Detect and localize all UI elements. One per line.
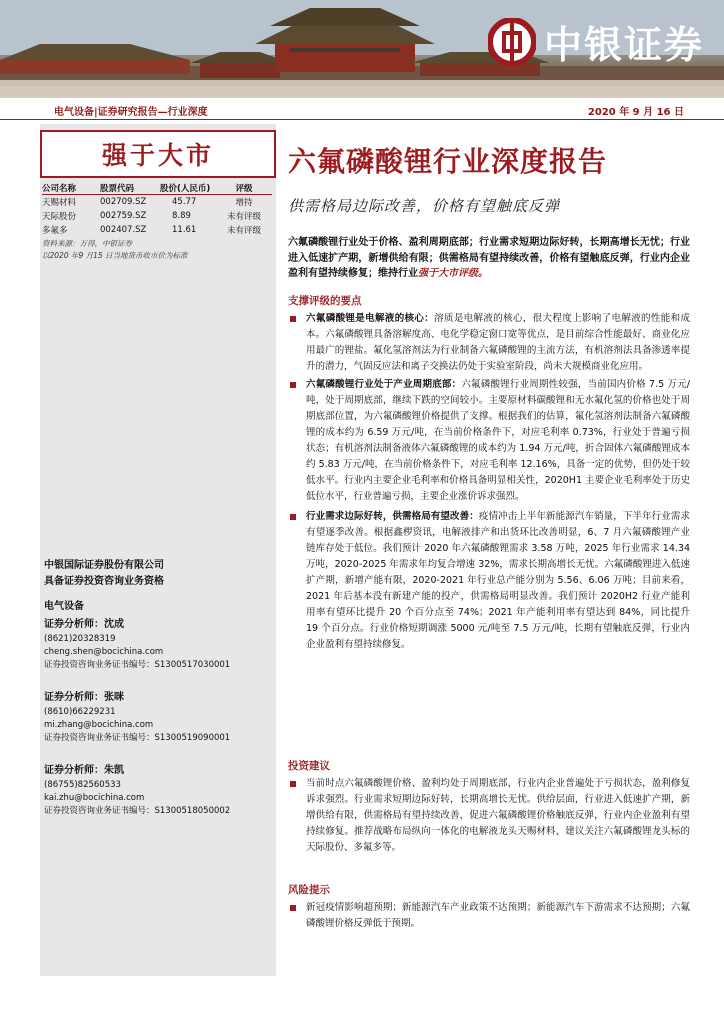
table-cell: 002759.SZ: [100, 211, 147, 221]
report-summary: [288, 235, 690, 282]
rating-points-list: [288, 311, 690, 653]
item-text: 新冠疫情影响超预期；新能源汽车产业政策不达预期；新能源汽车下游需求不达预期；六氟磷酸锂价格反弹低于预期。: [306, 902, 690, 929]
analyst-email[interactable]: cheng.shen@bocichina.com: [44, 647, 164, 657]
analyst-card: [44, 763, 230, 818]
analyst-license: 证券投资咨询业务证书编号：S1300518050002: [44, 806, 231, 816]
sector-name: 电气设备: [44, 601, 84, 612]
report-date: 2020 年 9 月 16 日: [587, 107, 684, 118]
bullet-square-icon: [290, 382, 296, 388]
bullet-square-icon: [290, 781, 296, 787]
price-basis-line: 以2020 年9 月15 日当地货币收市价为标准: [42, 251, 188, 260]
company-qualification: 具备证券投资咨询业务资格: [44, 576, 164, 587]
table-cell: 8.89: [172, 211, 191, 221]
table-row: [42, 209, 272, 223]
report-header-row: [0, 100, 724, 120]
table-header-cell: 评级: [235, 183, 253, 194]
table-cell: 11.61: [172, 225, 197, 235]
brand-logo: [488, 14, 704, 69]
table-cell: 002709.SZ: [100, 197, 147, 207]
table-cell: 增持: [235, 198, 253, 208]
risk-list: [288, 900, 690, 932]
section-heading-risk: 风险提示: [288, 884, 330, 896]
table-cell: 天赐材料: [42, 198, 77, 208]
analyst-license: 证券投资咨询业务证书编号：S1300517030001: [44, 660, 231, 670]
table-header-cell: 股价(人民币): [160, 183, 211, 194]
list-item: [288, 311, 690, 375]
analyst-phone: (86755)82560533: [44, 780, 121, 790]
analyst-name: 证券分析师：沈成: [44, 619, 124, 630]
report-subtitle: 供需格局边际改善，价格有望触底反弹: [288, 197, 561, 215]
list-item: [288, 776, 690, 856]
analyst-license: 证券投资咨询业务证书编号：S1300519090001: [44, 733, 231, 743]
list-item: [288, 509, 690, 653]
analyst-name: 证券分析师：张咪: [44, 692, 124, 703]
summary-emphasis: 强于大市评级。: [418, 268, 488, 279]
table-cell: 45.77: [172, 197, 197, 207]
item-lead: 六氟磷酸锂是电解液的核心：: [306, 313, 435, 324]
table-cell: 天际股份: [42, 212, 77, 222]
bullet-square-icon: [290, 316, 296, 322]
item-text: 疫情冲击上半年新能源汽车销量，下半年行业需求有望逐季改善。根据鑫椤资讯，电解液排产和出货环比改善明显，6、7 月六氟磷酸锂产业链库存处于低位。我们预计 2020 年六氟磷酸锂需求 3.58 万吨，2025 年行业需求 14.34 万吨，2020-2025 年需求年均复合增速 32%，需求长期高增长无忧。六氟磷酸锂进入低速扩产期，新增产能有限，2020-2021 年行业总产能分别为 5.56、6.06 万吨；目前来看，2021 年后基本没有新建产能的投产，供需格局明显改善。我们预计 2020H2 行业产能利用率有望环比提升 20 个百分点至 74%；2021 年产能利用率有望达到 84%，同比提升 19 个百分点。行业价格短期调涨 5000 元/吨至 7.5 万元/吨，长期有望触底反弹，行业内企业盈利有望持续修复。: [306, 511, 690, 650]
table-cell: 未有评级: [226, 212, 261, 222]
analyst-name: 证券分析师：朱凯: [44, 765, 124, 776]
item-lead: 行业需求边际好转，供需格局有望改善：: [306, 511, 479, 522]
item-text: 六氟磷酸锂行业周期性较强，当前国内价格 7.5 万元/吨，处于周期底部，继续下跌的空间较小。主要原材料碳酸锂和无水氟化氢的价格也处于周期底部位置，为六氟磷酸锂价格提供了支撑。根据我们的估算，氟化氢溶剂法制备六氟磷酸锂的成本约为 6.59 万元/吨，在当前价格条件下，对应毛利率 0.73%，行业处于普遍亏损状态；有机溶剂法制备液体六氟磷酸锂的成本约为 1.94 万元/吨，折合固体六氟磷酸锂成本约 5.83 万元/吨，在当前价格条件下，对应毛利率 12.16%，具备一定的优势，但仍处于较低水平。行业内主要企业毛利率和价格具备明显相关性，2020H1 主要企业毛利率处于历史低位水平，行业普遍亏损，主要企业涨价诉求强烈。: [306, 379, 690, 502]
analyst-phone: (8621)20328319: [44, 634, 116, 644]
analyst-card: [44, 690, 230, 745]
analyst-email[interactable]: mi.zhang@bocichina.com: [44, 720, 154, 730]
table-row: [42, 223, 272, 237]
summary-text: 六氟磷酸锂行业处于价格、盈利周期底部；行业需求短期边际好转，长期高增长无忧；行业进入低速扩产期，新增供给有限；供需格局有望持续改善，价格有望触底反弹，行业内企业盈利有望持续修复；维持行业: [288, 237, 690, 279]
analyst-email[interactable]: kai.zhu@bocichina.com: [44, 793, 145, 803]
rating-stance: 强于大市: [101, 141, 214, 170]
bank-of-china-coin-icon: [488, 18, 536, 66]
section-heading-rating-points: 支撑评级的要点: [288, 295, 362, 307]
table-header-cell: 公司名称: [42, 183, 77, 194]
list-item: [288, 900, 690, 932]
analyst-phone: (8610)66229231: [44, 707, 116, 717]
table-row: [42, 195, 272, 209]
table-header-cell: 股票代码: [100, 183, 135, 194]
brand-name: 中银证券: [543, 22, 704, 67]
item-text: 当前时点六氟磷酸锂价格、盈利均处于周期底部，行业内企业普遍处于亏损状态，盈利修复诉求强烈。行业需求短期边际好转，长期高增长无忧。供给层面，行业进入低速扩产期，新增供给有限，供需格局有望持续改善，促进六氟磷酸锂价格触底反弹，行业内企业盈利有望持续修复。推荐战略布局纵向一体化的电解液龙头天赐材料，建议关注六氟磷酸锂龙头标的天际股份、多氟多等。: [306, 778, 690, 853]
item-text: 溶质是电解液的核心，很大程度上影响了电解液的性能和成本。六氟磷酸锂具备溶解度高、电化学稳定窗口宽等优点，是目前综合性能最好、商业化应用最广的锂盐。氟化氢溶剂法为行业制备六氟磷酸锂的主流方法，有机溶剂法具备渗透率提升的潜力，气固反应法和离子交换法仍处于实验室阶段，尚未大规模商业化应用。: [306, 313, 690, 372]
analyst-team: [44, 600, 230, 836]
investment-list: [288, 776, 690, 856]
table-cell: 未有评级: [226, 226, 261, 236]
table-header-row: [42, 181, 272, 195]
bullet-square-icon: [290, 514, 296, 520]
company-table: [42, 181, 272, 237]
rating-stance-box: [40, 130, 276, 178]
list-item: [288, 377, 690, 505]
analyst-card: [44, 617, 230, 672]
table-cell: 002407.SZ: [100, 225, 147, 235]
table-cell: 多氟多: [42, 226, 68, 236]
bullet-square-icon: [290, 905, 296, 911]
header-banner: [0, 0, 724, 98]
company-name: 中银国际证券股份有限公司: [44, 560, 164, 571]
report-title: 六氟磷酸锂行业深度报告: [288, 145, 608, 178]
source-line: 资料来源：万得，中银证券: [42, 239, 132, 248]
section-heading-investment: 投资建议: [288, 760, 330, 772]
item-lead: 六氟磷酸锂行业处于产业周期底部：: [306, 379, 462, 390]
report-category: 电气设备|证券研究报告—行业深度: [54, 107, 208, 118]
table-source-note: [42, 238, 188, 262]
company-info: [44, 558, 164, 590]
